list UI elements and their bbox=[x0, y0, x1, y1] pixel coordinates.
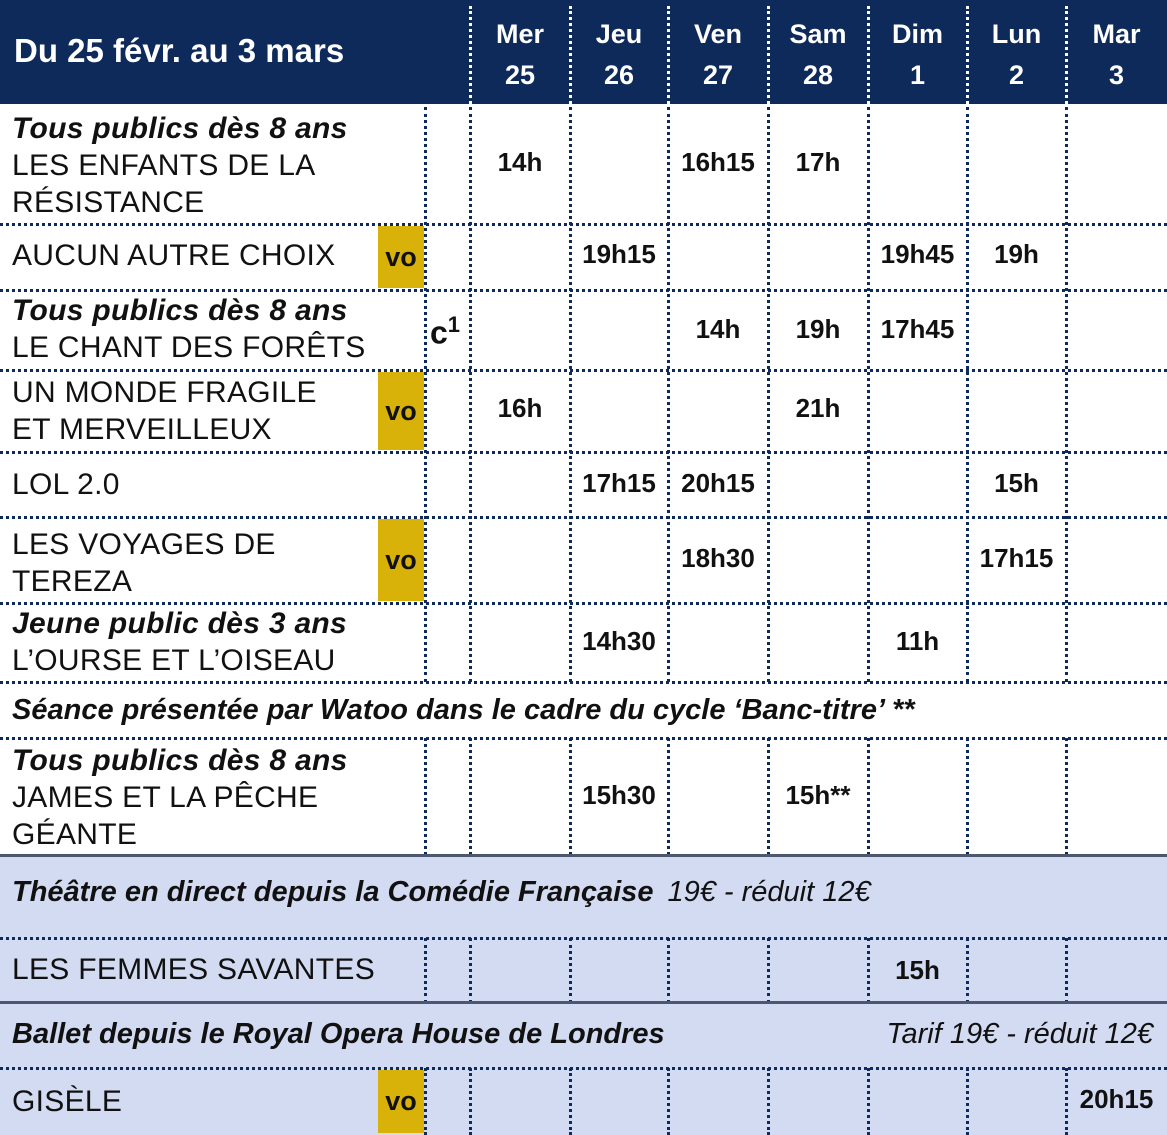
day-name: Sam bbox=[789, 19, 847, 49]
film-title: L’OURSE ET L’OISEAU bbox=[12, 644, 336, 677]
showtime: 14h bbox=[497, 147, 543, 177]
film-title-block bbox=[12, 237, 335, 274]
showtime: 16h bbox=[497, 393, 543, 423]
film-title: GÉANTE bbox=[12, 818, 138, 851]
film-title: GISÈLE bbox=[12, 1085, 123, 1118]
section-separator bbox=[0, 854, 1167, 857]
showtime: 18h30 bbox=[681, 543, 755, 573]
column-divider bbox=[966, 738, 969, 855]
column-divider bbox=[1065, 738, 1068, 855]
showtime: 11h bbox=[895, 626, 940, 656]
film-title: AUCUN AUTRE CHOIX bbox=[12, 239, 336, 272]
column-divider bbox=[867, 6, 870, 104]
showtime: 14h bbox=[695, 314, 741, 344]
column-divider bbox=[966, 1068, 969, 1135]
row-divider bbox=[0, 1067, 1167, 1070]
theatre-title: Théâtre en direct depuis la Comédie Française bbox=[12, 876, 654, 908]
column-divider bbox=[667, 1068, 670, 1135]
showtime: 17h45 bbox=[880, 314, 955, 344]
column-divider bbox=[569, 938, 572, 1003]
column-divider bbox=[424, 938, 427, 1003]
showtime: 19h bbox=[795, 314, 841, 344]
column-divider bbox=[767, 1068, 770, 1135]
column-divider bbox=[867, 738, 870, 855]
audience-category: Tous publics dès 8 ans bbox=[12, 112, 348, 145]
day-header-ven bbox=[669, 14, 767, 96]
day-name: Mer bbox=[495, 19, 544, 49]
vo-badge: vo bbox=[378, 372, 424, 450]
c1-superscript: 1 bbox=[447, 312, 461, 337]
column-divider bbox=[867, 1068, 870, 1135]
column-divider bbox=[1065, 107, 1068, 682]
day-name: Jeu bbox=[595, 19, 643, 49]
row-divider bbox=[0, 223, 1167, 226]
film-title: ET MERVEILLEUX bbox=[12, 413, 272, 446]
showtime: 16h15 bbox=[681, 147, 755, 177]
day-name: Dim bbox=[891, 19, 943, 49]
day-number: 1 bbox=[909, 60, 926, 90]
day-header-sam bbox=[769, 14, 867, 96]
showtime: 17h bbox=[795, 147, 841, 177]
column-divider bbox=[667, 107, 670, 682]
row-divider bbox=[0, 369, 1167, 372]
film-title-block bbox=[12, 742, 348, 853]
column-divider bbox=[1065, 938, 1068, 1003]
film-title-block bbox=[12, 526, 276, 600]
vo-badge: vo bbox=[378, 1070, 424, 1133]
row-divider bbox=[0, 937, 1167, 940]
column-divider bbox=[1065, 6, 1068, 104]
day-header-dim bbox=[869, 14, 967, 96]
row-divider bbox=[0, 681, 1167, 684]
film-title: LE CHANT DES FORÊTS bbox=[12, 331, 366, 364]
column-divider bbox=[667, 6, 670, 104]
ballet-banner-title: Ballet depuis le Royal Opera House de Londres bbox=[12, 1018, 665, 1050]
c1-mark bbox=[430, 312, 460, 352]
film-title-block bbox=[12, 605, 347, 679]
showtime: 15h bbox=[895, 955, 940, 985]
theatre-banner bbox=[12, 876, 871, 909]
row-divider bbox=[0, 516, 1167, 519]
day-header-mar bbox=[1068, 14, 1166, 96]
column-divider bbox=[767, 938, 770, 1003]
day-header-mer bbox=[471, 14, 569, 96]
showtime: 17h15 bbox=[979, 543, 1054, 573]
film-title-block bbox=[12, 374, 317, 448]
day-header-lun bbox=[968, 14, 1066, 96]
film-title: LES ENFANTS DE LA bbox=[12, 149, 316, 182]
week-range-title: Du 25 févr. au 3 mars bbox=[14, 32, 345, 69]
column-divider bbox=[867, 107, 870, 682]
day-name: Mar bbox=[1092, 19, 1141, 49]
film-title: RÉSISTANCE bbox=[12, 186, 205, 219]
day-number: 3 bbox=[1108, 60, 1125, 90]
showtime: 15h bbox=[994, 468, 1039, 498]
column-divider bbox=[469, 938, 472, 1003]
showtime: 20h15 bbox=[1079, 1084, 1154, 1114]
film-title: LES FEMMES SAVANTES bbox=[12, 953, 376, 986]
day-number: 28 bbox=[802, 60, 834, 90]
section-separator bbox=[0, 1001, 1167, 1004]
column-divider bbox=[767, 6, 770, 104]
column-divider bbox=[569, 6, 572, 104]
showtime: 14h30 bbox=[582, 626, 656, 656]
column-divider bbox=[667, 938, 670, 1003]
day-header-jeu bbox=[570, 14, 668, 96]
column-divider bbox=[966, 107, 969, 682]
day-number: 2 bbox=[1008, 60, 1025, 90]
film-title: TEREZA bbox=[12, 565, 133, 598]
column-divider bbox=[966, 6, 969, 104]
day-number: 27 bbox=[702, 60, 734, 90]
banc-titre-note: Séance présentée par Watoo dans le cadre du cycle ‘Banc-titre’ ** bbox=[12, 694, 915, 726]
film-title: UN MONDE FRAGILE bbox=[12, 376, 317, 409]
showtime: 17h15 bbox=[582, 468, 656, 498]
column-divider bbox=[469, 1068, 472, 1135]
film-title: LOL 2.0 bbox=[12, 468, 120, 501]
showtime: 19h bbox=[994, 239, 1039, 269]
showtime: 15h30 bbox=[582, 780, 656, 810]
ballet-price: Tarif 19€ - réduit 12€ bbox=[886, 1018, 1153, 1050]
film-title: LES VOYAGES DE bbox=[12, 528, 276, 561]
film-title-block bbox=[12, 951, 375, 988]
showtime: 19h45 bbox=[880, 239, 955, 269]
theatre-price: 19€ - réduit 12€ bbox=[667, 876, 871, 908]
showtime: 20h15 bbox=[681, 468, 755, 498]
showtime: 19h15 bbox=[582, 239, 656, 269]
vo-badge: vo bbox=[378, 519, 424, 601]
day-number: 26 bbox=[603, 60, 635, 90]
column-divider bbox=[569, 1068, 572, 1135]
day-name: Ven bbox=[693, 19, 743, 49]
c1-letter: c bbox=[430, 314, 448, 351]
film-title: JAMES ET LA PÊCHE bbox=[12, 781, 319, 814]
showtime: 15h** bbox=[785, 780, 851, 810]
day-number: 25 bbox=[504, 60, 536, 90]
vo-badge: vo bbox=[378, 226, 424, 288]
audience-category: Tous publics dès 8 ans bbox=[12, 294, 348, 327]
column-divider bbox=[569, 107, 572, 682]
film-title-block bbox=[12, 110, 348, 221]
row-divider bbox=[0, 737, 1167, 740]
audience-category: Tous publics dès 8 ans bbox=[12, 744, 348, 777]
showtime: 21h bbox=[795, 393, 841, 423]
audience-category: Jeune public dès 3 ans bbox=[12, 607, 348, 640]
day-name: Lun bbox=[991, 19, 1042, 49]
film-title-block bbox=[12, 292, 366, 366]
column-divider bbox=[424, 1068, 427, 1135]
row-divider bbox=[0, 451, 1167, 454]
column-divider bbox=[424, 738, 427, 855]
column-divider bbox=[469, 6, 472, 104]
film-title-block bbox=[12, 466, 120, 503]
column-divider bbox=[469, 738, 472, 855]
column-divider bbox=[424, 107, 427, 682]
film-title-block bbox=[12, 1083, 122, 1120]
